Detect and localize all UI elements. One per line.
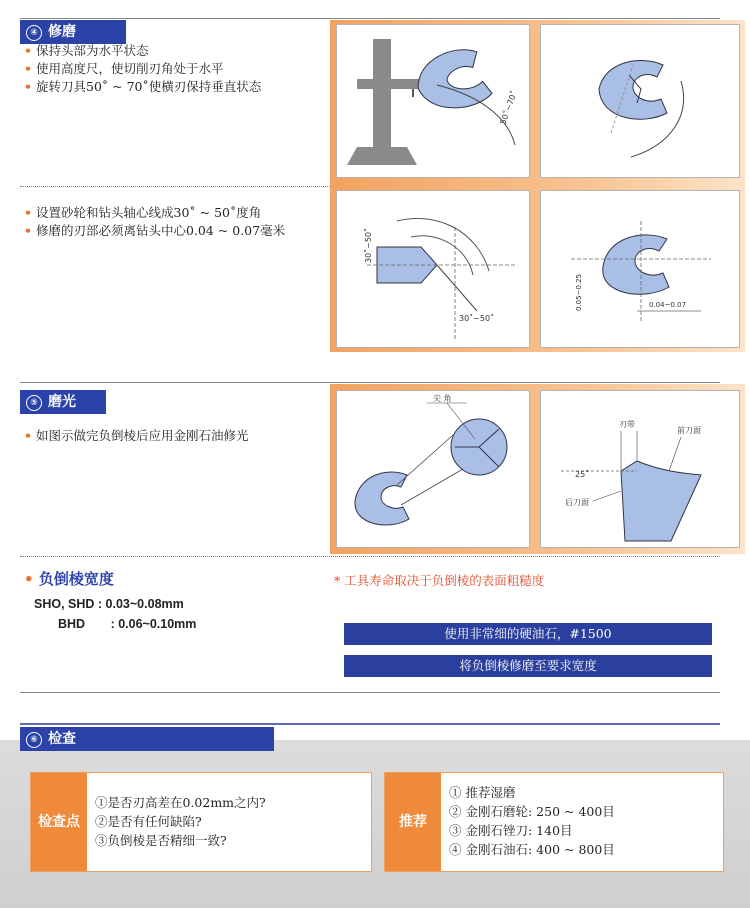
chamfer-title-text: 负倒棱宽度	[38, 570, 114, 588]
bullet: • 保持头部为水平状态	[24, 42, 261, 60]
grinding-bullets-b	[24, 204, 285, 240]
figure-rotated-drill	[540, 24, 740, 178]
divider	[20, 186, 330, 187]
list-item: ①是否刃高差在0.02mm之内?	[95, 795, 266, 810]
grinding-bullets-a	[24, 42, 261, 96]
recommendation-list	[449, 783, 615, 859]
section-header-inspection	[20, 727, 274, 751]
angle-label-b: 30˚~50˚	[459, 314, 495, 323]
bullet: • 修磨的刃部必须离钻头中心0.04 ~ 0.07毫米	[24, 222, 285, 240]
chamfer-row	[34, 597, 184, 611]
figure-land-faces	[540, 390, 740, 548]
chamfer-row-value: : 0.06~0.10mm	[110, 617, 197, 631]
chamfer-note: * 工具寿命取决于负倒棱的表面粗糙度	[334, 573, 545, 588]
section-rule	[20, 723, 720, 725]
section-title: 检查	[48, 731, 76, 747]
section-number: ⑥	[26, 732, 42, 748]
offset-label-a: 0.05~0.25	[575, 273, 583, 311]
divider	[20, 556, 720, 557]
bullet: • 设置砂轮和钻头轴心线成30˚ ~ 50˚度角	[24, 204, 285, 222]
front-face-label: 前刀面	[677, 426, 701, 435]
figure-wheel-angle	[336, 190, 530, 348]
section-rule	[20, 382, 720, 383]
sharp-corner-label: 尖 角	[433, 394, 452, 403]
bullet: • 使用高度尺，使切削刃角处于水平	[24, 60, 261, 78]
list-item: ① 推荐湿磨	[449, 785, 516, 800]
chamfer-row-label: SHO, SHD	[34, 597, 95, 611]
checkpoint-list	[95, 793, 266, 850]
chamfer-step-bar: 使用非常细的硬油石，#1500	[344, 623, 712, 645]
bullet: • 旋转刀具50˚ ~ 70˚使横刃保持垂直状态	[24, 78, 261, 96]
figure-holding-position	[336, 24, 530, 178]
rake-angle-label: 25˚	[575, 470, 590, 479]
section-rule	[20, 692, 720, 693]
top-rule	[20, 18, 720, 19]
checkpoint-tag: 检查点	[31, 773, 87, 871]
bullet: • 如图示做完负倒棱后应用金刚石油修光	[24, 427, 249, 445]
list-item: ③负倒棱是否精细一致?	[95, 833, 227, 848]
recommendation-card	[384, 772, 724, 872]
land-label: 刃带	[619, 420, 635, 429]
chamfer-row-label: BHD	[58, 617, 86, 631]
bullet-dot: •	[24, 570, 34, 588]
list-item: ③ 金刚石锉刀: 140目	[449, 823, 573, 838]
section-title: 磨光	[48, 394, 76, 410]
section-number: ⑤	[26, 395, 42, 411]
figure-center-offset	[540, 190, 740, 348]
list-item: ②是否有任何缺陷?	[95, 814, 202, 829]
chamfer-row-value: : 0.03~0.08mm	[97, 597, 184, 611]
figure-sharp-corner	[336, 390, 530, 548]
chamfer-row	[58, 617, 196, 631]
chamfer-step-bar: 将负倒棱修磨至要求宽度	[344, 655, 712, 677]
section-header-grinding	[20, 20, 126, 44]
offset-label-b: 0.04~0.07	[649, 301, 687, 309]
section-header-polishing	[20, 390, 106, 414]
back-face-label: 后刀面	[565, 498, 589, 507]
checkpoint-card	[30, 772, 372, 872]
section-number: ④	[26, 25, 42, 41]
section-title: 修磨	[48, 24, 76, 40]
list-item: ② 金刚石磨轮: 250 ~ 400目	[449, 804, 615, 819]
recommendation-tag: 推荐	[385, 773, 441, 871]
angle-label-a: 30˚~50˚	[364, 227, 373, 263]
polishing-bullets	[24, 427, 249, 445]
list-item: ④ 金刚石油石: 400 ~ 800目	[449, 842, 615, 857]
angle-label: 50˚~70˚	[498, 89, 519, 126]
chamfer-title	[24, 568, 114, 589]
